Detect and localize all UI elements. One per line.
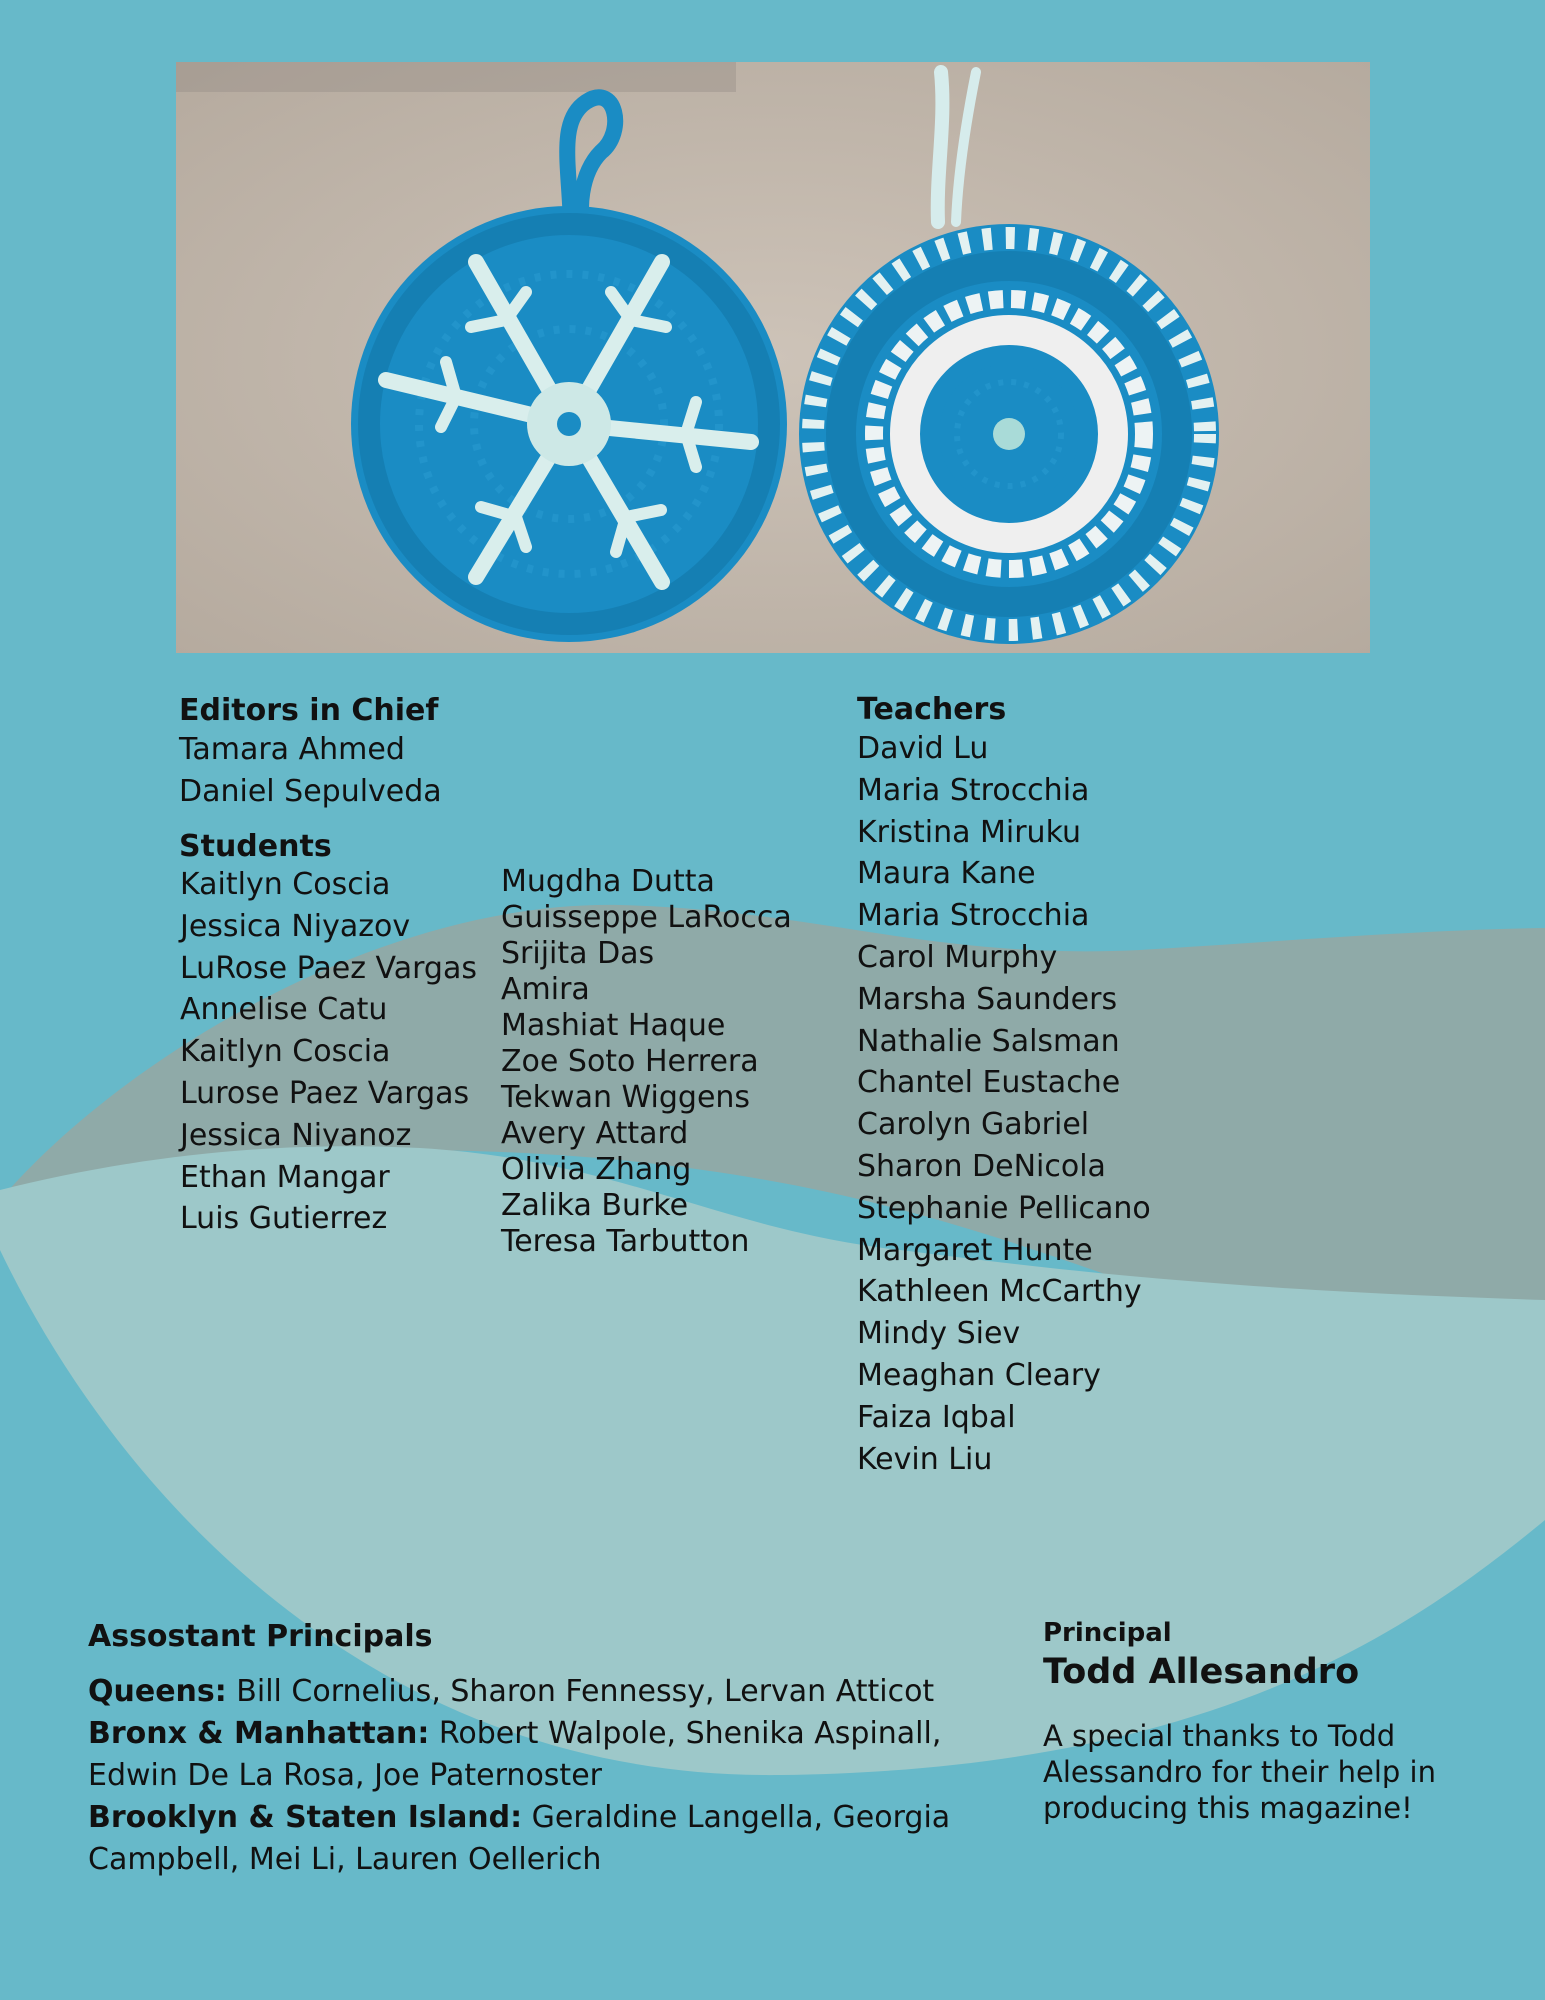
student-name: Mugdha Dutta: [501, 864, 715, 899]
queens-names: Bill Cornelius, Sharon Fennessy, Lervan Atticot: [226, 1674, 935, 1709]
brooklyn-line: [88, 1797, 968, 1881]
principal-name: Todd Allesandro: [1043, 1652, 1360, 1692]
crocheted-ornaments-photo: [176, 62, 1370, 653]
queens-line: [88, 1671, 968, 1713]
editors-section: [179, 692, 442, 813]
student-name: Zoe Soto Herrera: [501, 1044, 759, 1079]
student-name: Olivia Zhang: [501, 1152, 692, 1187]
teacher-name: Margaret Hunte: [857, 1232, 1093, 1268]
student-name: Lurose Paez Vargas: [180, 1075, 470, 1111]
brooklyn-names: Geraldine Langella, Georgia Campbell, Mei Li, Lauren Oellerich: [88, 1800, 951, 1877]
student-name: Luis Gutierrez: [180, 1201, 388, 1237]
teacher-name: David Lu: [857, 731, 989, 766]
bronx-label: Bronx & Manhattan:: [88, 1716, 430, 1751]
teacher-name: Carol Murphy: [857, 939, 1058, 975]
students-heading: Students: [179, 829, 332, 864]
snowflake-ornament: [351, 206, 787, 642]
student-name: Kaitlyn Coscia: [180, 1034, 391, 1070]
bronx-line: [88, 1713, 968, 1797]
teacher-name: Carolyn Gabriel: [857, 1107, 1090, 1143]
students-column-1: [180, 864, 477, 1240]
principal-section: [1043, 1616, 1473, 1826]
teacher-name: Kristina Miruku: [857, 814, 1082, 850]
teacher-name: Kathleen McCarthy: [857, 1274, 1142, 1310]
student-name: Mashiat Haque: [501, 1008, 726, 1043]
student-name: LuRose Paez Vargas: [180, 950, 477, 986]
bronx-names: Robert Walpole, Shenika Aspinall, Edwin De La Rosa, Joe Paternoster: [88, 1716, 942, 1793]
teacher-name: Mindy Siev: [857, 1316, 1021, 1352]
teacher-name: Maria Strocchia: [857, 898, 1090, 934]
teacher-name: Meaghan Cleary: [857, 1357, 1101, 1393]
teacher-name: Stephanie Pellicano: [857, 1190, 1151, 1226]
student-name: Jessica Niyanoz: [180, 1117, 412, 1153]
teachers-heading: Teachers: [857, 692, 1007, 727]
student-name: Teresa Tarbutton: [501, 1224, 750, 1259]
student-name: Guisseppe LaRocca: [501, 900, 792, 935]
editor-name: Daniel Sepulveda: [179, 773, 442, 809]
teachers-section: [857, 691, 1151, 1480]
teacher-name: Faiza Iqbal: [857, 1399, 1016, 1435]
student-name: Ethan Mangar: [180, 1159, 390, 1195]
student-name: Avery Attard: [501, 1116, 689, 1151]
queens-label: Queens:: [88, 1674, 227, 1709]
teacher-name: Marsha Saunders: [857, 981, 1118, 1017]
student-name: Zalika Burke: [501, 1188, 689, 1223]
teacher-name: Maura Kane: [857, 856, 1036, 892]
students-column-2: [501, 864, 792, 1260]
principal-label: Principal: [1043, 1618, 1172, 1648]
student-name: Tekwan Wiggens: [501, 1080, 751, 1115]
brooklyn-label: Brooklyn & Staten Island:: [88, 1800, 523, 1835]
student-name: Annelise Catu: [180, 992, 388, 1028]
editor-name: Tamara Ahmed: [179, 732, 405, 767]
teacher-name: Chantel Eustache: [857, 1065, 1121, 1101]
teacher-name: Nathalie Salsman: [857, 1023, 1120, 1059]
teacher-name: Kevin Liu: [857, 1441, 993, 1477]
target-ornament: [799, 224, 1219, 644]
teacher-name: Maria Strocchia: [857, 772, 1090, 808]
editors-heading: Editors in Chief: [179, 693, 439, 728]
student-name: Srijita Das: [501, 936, 655, 971]
student-name: Amira: [501, 972, 590, 1007]
teacher-name: Sharon DeNicola: [857, 1148, 1106, 1184]
right-ornament-loop: [938, 72, 943, 222]
student-name: Kaitlyn Coscia: [180, 867, 391, 902]
thanks-note: A special thanks to Todd Alessandro for their help in producing this magazine!: [1043, 1719, 1436, 1825]
student-name: Jessica Niyazov: [180, 908, 411, 944]
assistant-principals-section: [88, 1618, 968, 1881]
assistant-principals-heading: Assostant Principals: [88, 1619, 433, 1654]
